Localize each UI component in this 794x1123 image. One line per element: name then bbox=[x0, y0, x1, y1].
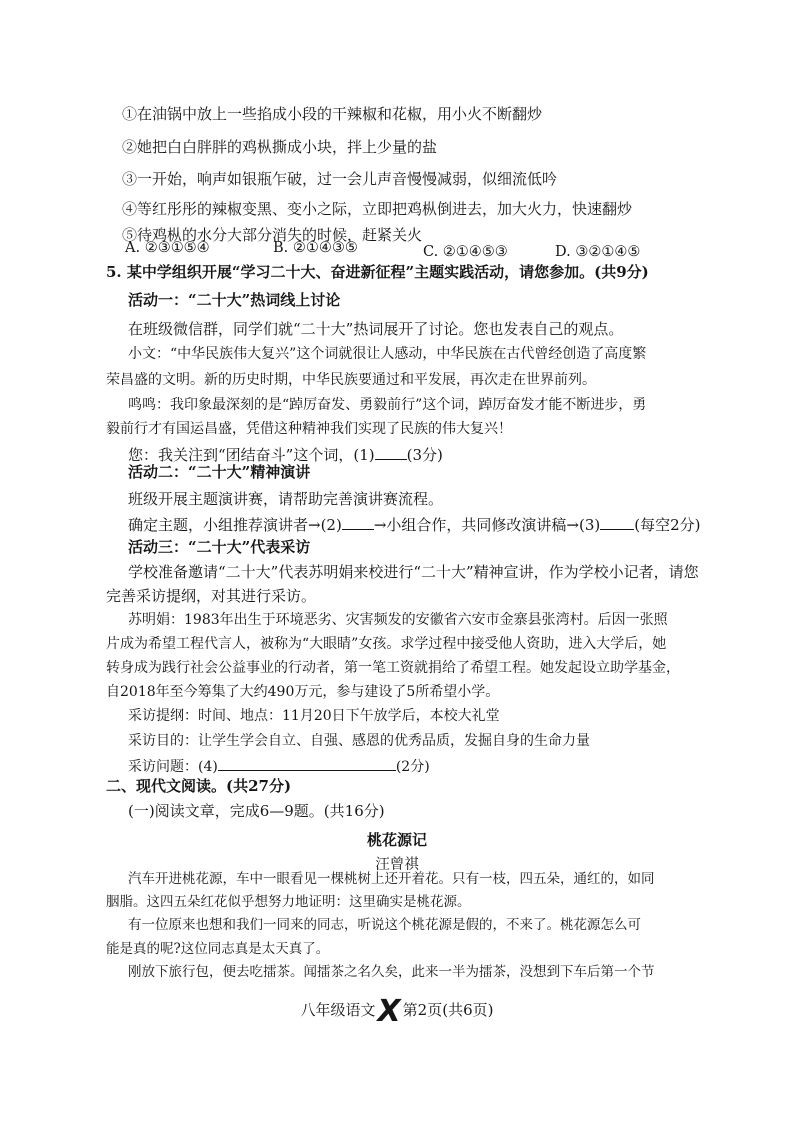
section-2-sub: (一)阅读文章，完成6—9题。(共16分) bbox=[128, 802, 385, 820]
bio-line-1: 苏明娟：1983年出生于环境恶劣、灾害频发的安徽省六安市金寨县张湾村。后因一张照 bbox=[128, 612, 668, 628]
interview-time: 采访提纲：时间、地点：11月20日下午放学后，本校大礼堂 bbox=[128, 708, 500, 724]
answer-1-score: (3分) bbox=[406, 446, 443, 464]
activity-1-intro: 在班级微信群，同学们就“二十大”热词展开了讨论。您也发表自己的观点。 bbox=[128, 320, 624, 338]
answer-1-blank[interactable] bbox=[375, 447, 407, 460]
answer-2-blank[interactable] bbox=[342, 517, 374, 530]
article-author: 汪曾祺 bbox=[375, 857, 419, 873]
flow-part-2: →小组合作，共同修改演讲稿→(3) bbox=[373, 516, 601, 534]
step-2: ②她把白白胖胖的鸡枞撕成小块，拌上少量的盐 bbox=[122, 138, 438, 156]
answer-4-blank[interactable] bbox=[218, 758, 396, 771]
bio-line-2: 片成为希望工程代言人，被称为“大眼睛”女孩。求学过程中接受他人资助，进入大学后，她 bbox=[106, 636, 667, 652]
article-title: 桃花源记 bbox=[366, 831, 427, 849]
interview-question-score: (2分) bbox=[395, 759, 430, 775]
step-4: ④等红彤彤的辣椒变黑、变小之际，立即把鸡枞倒进去，加大火力，快速翻炒 bbox=[122, 200, 633, 218]
article-p3-line-1: 刚放下旅行包，便去吃擂茶。闻擂茶之名久矣，此来一半为擂茶，没想到下车后第一个节 bbox=[128, 964, 655, 980]
step-5: ⑤待鸡枞的水分大部分消失的时候，赶紧关火 bbox=[122, 226, 423, 244]
xiaowen-line-2: 荣昌盛的文明。新的历史时期，中华民族要通过和平发展，再次走在世界前列。 bbox=[106, 372, 596, 388]
flow-part-1: 确定主题，小组推荐演讲者→(2) bbox=[128, 516, 342, 534]
page-footer bbox=[0, 994, 794, 1029]
answer-line-1 bbox=[128, 447, 443, 463]
answer-3-blank[interactable] bbox=[600, 517, 634, 530]
section-2-title: 二、现代文阅读。(共27分) bbox=[106, 777, 292, 795]
option-c[interactable]: C. ②①④⑤③ bbox=[423, 244, 508, 260]
flow-score: (每空2分) bbox=[634, 516, 701, 534]
step-3: ③一开始，响声如银瓶乍破，过一会儿声音慢慢减弱，似细流低吟 bbox=[122, 170, 558, 188]
interview-question bbox=[128, 758, 430, 774]
question-5-title: 5. 某中学组织开展“学习二十大、奋进新征程”主题实践活动，请您参加。(共9分) bbox=[106, 263, 649, 281]
bio-line-3: 转身成为践行社会公益事业的行动者，第一笔工资就捐给了希望工程。她发起设立助学基金， bbox=[106, 660, 680, 676]
activity-3-intro-1: 学校准备邀请“二十大”代表苏明娟来校进行“二十大”精神宣讲，作为学校小记者，请您 bbox=[128, 563, 699, 581]
activity-2-intro: 班级开展主题演讲赛，请帮助完善演讲赛流程。 bbox=[128, 490, 444, 508]
interview-purpose: 采访目的：让学生学会自立、自强、感恩的优秀品质，发掘自身的生命力量 bbox=[128, 733, 590, 749]
speech-flow bbox=[128, 517, 700, 533]
mingming-line-1: 鸣鸣：我印象最深刻的是“踔厉奋发、勇毅前行”这个词，踔厉奋发才能不断进步，勇 bbox=[128, 397, 647, 413]
article-p1-line-2: 胭脂。这四五朵红花似乎想努力地证明：这里确实是桃花源。 bbox=[106, 894, 471, 910]
article-p2-line-1: 有一位原来也想和我们一同来的同志，听说这个桃花源是假的，不来了。桃花源怎么可 bbox=[128, 917, 641, 933]
footer-page-number: 第2页(共6页) bbox=[402, 1001, 494, 1019]
option-d[interactable]: D. ③②①④⑤ bbox=[555, 244, 641, 260]
step-1: ①在油锅中放上一些掐成小段的干辣椒和花椒，用小火不断翻炒 bbox=[122, 105, 543, 123]
activity-3-intro-2: 完善采访提纲，对其进行采访。 bbox=[106, 587, 317, 605]
answer-1-prompt: 您：我关注到“团结奋斗”这个词，(1) bbox=[128, 446, 375, 464]
interview-question-prompt: 采访问题：(4) bbox=[128, 759, 218, 775]
footer-mark: X bbox=[377, 994, 401, 1029]
article-p1-line-1: 汽车开进桃花源，车中一眼看见一棵桃树上还开着花。只有一枝，四五朵，通红的，如同 bbox=[128, 871, 655, 887]
activity-3-heading: 活动三：“二十大”代表采访 bbox=[128, 538, 311, 556]
article-p2-line-2: 能是真的呢?这位同志真是太天真了。 bbox=[106, 941, 330, 957]
mingming-line-2: 毅前行才有国运昌盛，凭借这种精神我们实现了民族的伟大复兴！ bbox=[106, 421, 512, 437]
activity-2-heading: 活动二：“二十大”精神演讲 bbox=[128, 463, 311, 481]
bio-line-4: 自2018年至今筹集了大约490万元，参与建设了5所希望小学。 bbox=[106, 684, 500, 700]
footer-subject: 八年级语文 bbox=[300, 1001, 376, 1019]
activity-1-heading: 活动一：“二十大”热词线上讨论 bbox=[128, 291, 341, 309]
option-a[interactable]: A. ②③①⑤④ bbox=[125, 240, 210, 256]
xiaowen-line-1: 小文：“中华民族伟大复兴”这个词就很让人感动，中华民族在古代曾经创造了高度繁 bbox=[128, 346, 647, 362]
option-b[interactable]: B. ②①④③⑤ bbox=[273, 240, 358, 256]
